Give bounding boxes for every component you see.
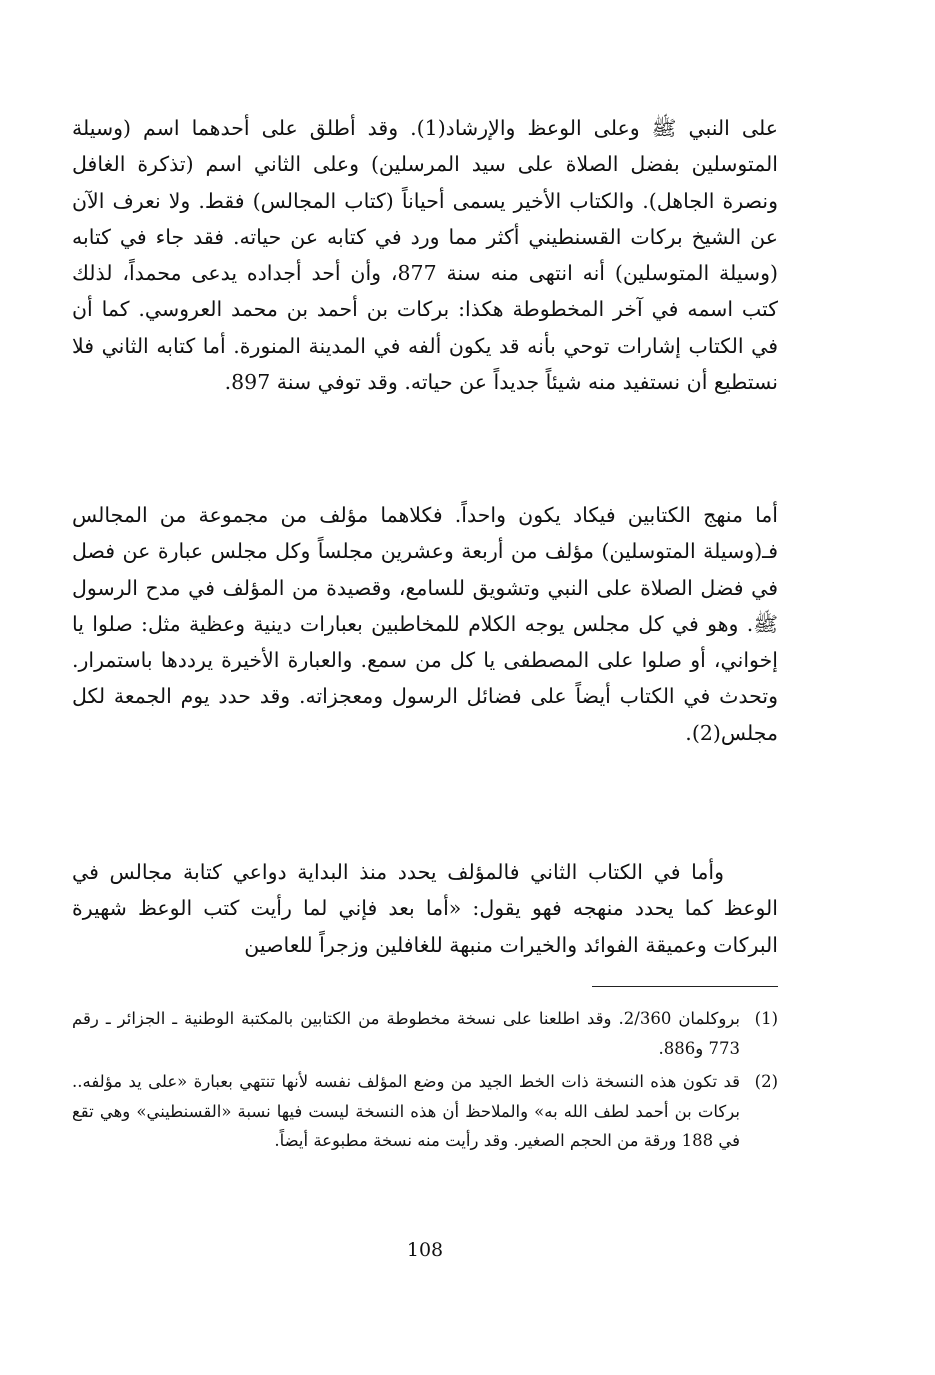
footnote-separator	[592, 986, 778, 987]
footnotes	[72, 1004, 778, 1160]
book-page	[72, 102, 778, 1302]
page-number: 108	[406, 1239, 444, 1261]
footnote-text: بروكلمان 2/360. وقد اطلعنا على نسخة مخطوطة من الكتابين بالمكتبة الوطنية ـ الجزائر ـ رقم 773 و886.	[72, 1009, 740, 1058]
footnote	[72, 1004, 778, 1063]
body-paragraph: أما منهج الكتابين فيكاد يكون واحداً. فكلاهما مؤلف من مجموعة من المجالس فـ(وسيلة المتوسلين) مؤلف من أربعة وعشرين مجلساً وكل مجلس عبارة عن فصل في فضل الصلاة على النبي وتشويق للسامع، وقصيدة من المؤلف في مدح الرسول ﷺ. وهو في كل مجلس يوجه الكلام للمخاطبين بعبارات دينية وعظية مثل: صلوا يا إخواني، أو صلوا على المصطفى يا كل من سمع. والعبارة الأخيرة يرددها باستمرار. وتحدث في الكتاب أيضاً على فضائل الرسول ومعجزاته. وقد حدد يوم الجمعة لكل مجلس(2).	[72, 503, 778, 745]
footnote-text: قد تكون هذه النسخة ذات الخط الجيد من وضع المؤلف نفسه لأنها تنتهي بعبارة «على يد مؤلفه.. بركات بن أحمد لطف الله به» والملاحظ أن هذه النسخة ليست فيها نسبة «القسنطيني» وهي تقع في 188 ورقة من الحجم الصغير. وقد رأيت منه نسخة مطبوعة أيضاً.	[72, 1072, 740, 1150]
footnote-number: (2)	[754, 1072, 778, 1091]
body-paragraph: على النبي ﷺ وعلى الوعظ والإرشاد(1). وقد أطلق على أحدهما اسم (وسيلة المتوسلين بفضل الصلاة على سيد المرسلين) وعلى الثاني اسم (تذكرة الغافل ونصرة الجاهل). والكتاب الأخير يسمى أحياناً (كتاب المجالس) فقط. ولا نعرف الآن عن الشيخ بركات القسنطيني أكثر مما ورد في كتابه عن حياته. فقد جاء في كتابه (وسيلة المتوسلين) أنه انتهى منه سنة 877، وأن أحد أجداده يدعى محمداً، لذلك كتب اسمه في آخر المخطوطة هكذا: بركات بن أحمد بن محمد العروسي. كما أن في الكتاب إشارات توحي بأنه قد يكون ألفه في المدينة المنورة. أما كتابه الثاني فلا نستطيع أن نستفيد منه شيئاً جديداً عن حياته. وقد توفي سنة 897.	[72, 116, 779, 395]
body-paragraph: وأما في الكتاب الثاني فالمؤلف يحدد منذ البداية دواعي كتابة مجالس في الوعظ كما يحدد منهجه فهو يقول: «أما بعد فإني لما رأيت كتب الوعظ شهيرة البركات وعميقة الفوائد والخيرات منبهة للغافلين وزجراً للعاصين	[72, 860, 778, 957]
footnote-number: (1)	[754, 1009, 778, 1028]
footnote	[72, 1067, 778, 1156]
